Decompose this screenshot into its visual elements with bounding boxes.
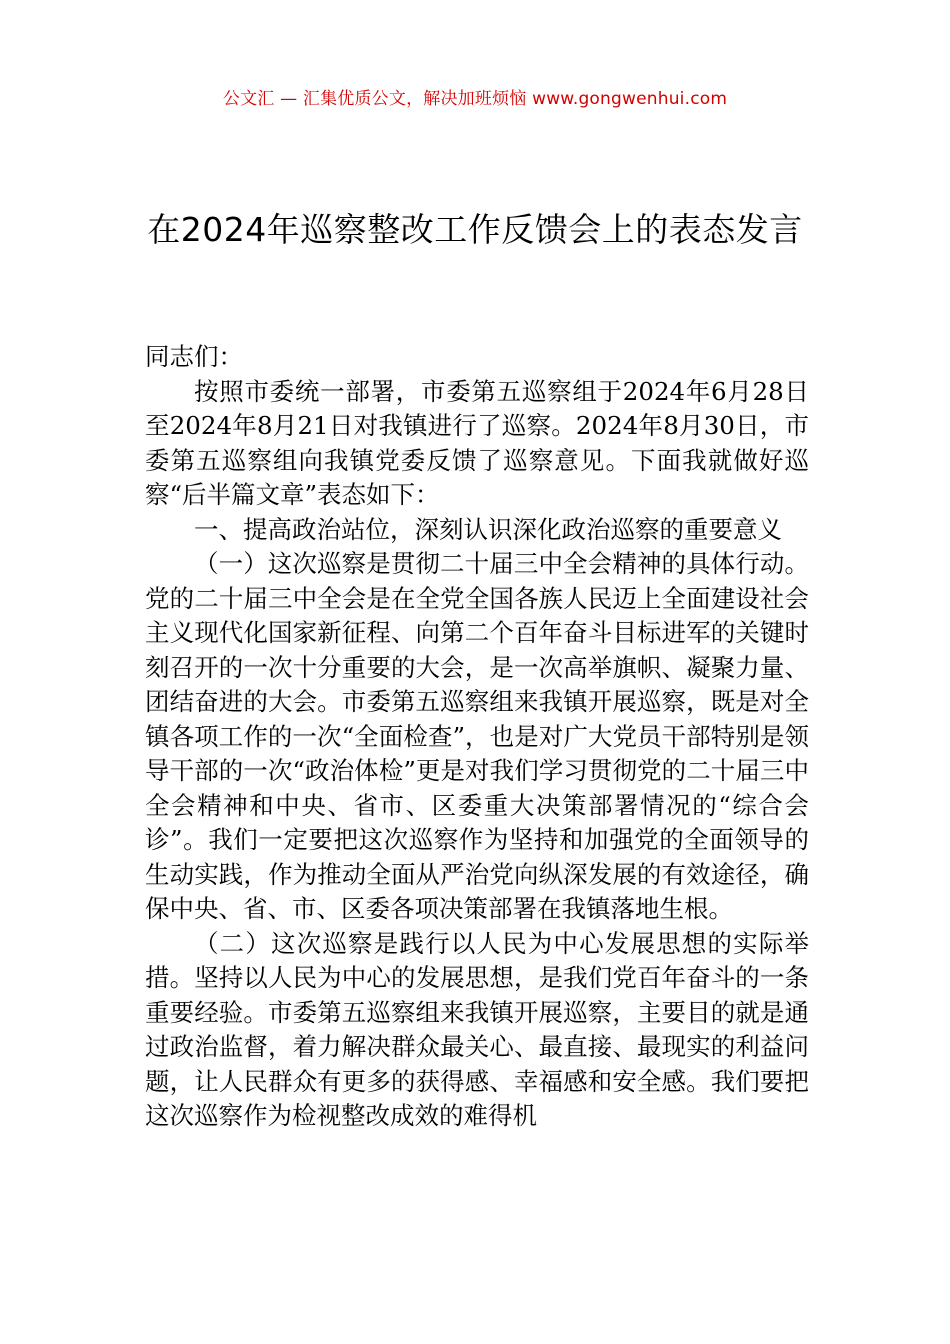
document-body xyxy=(145,340,809,1134)
section-heading-1: 一、提高政治站位，深刻认识深化政治巡察的重要意义 xyxy=(194,514,782,544)
salutation: 同志们： xyxy=(145,342,243,371)
paragraph-subsection-1: （一）这次巡察是贯彻二十届三中全会精神的具体行动。党的二十届三中全会是在全党全国各族人民迈上全面建设社会主义现代化国家新征程、向第二个百年奋斗目标进军的关键时刻召开的一次十分重要的大会，是一次高举旗帜、凝聚力量、团结奋进的大会。市委第五巡察组来我镇开展巡察，既是对全镇各项工作的一次“全面检查”，也是对广大党员干部特别是领导干部的一次“政治体检”更是对我们学习贯彻党的二十届三中全会精神和中央、省市、区委重大决策部署情况的“综合会诊”。我们一定要把这次巡察作为坚持和加强党的全面领导的生动实践，作为推动全面从严治党向纵深发展的有效途径，确保中央、省、市、区委各项决策部署在我镇落地生根。 xyxy=(145,549,809,923)
document-title: 在2024年巡察整改工作反馈会上的表态发言 xyxy=(147,210,803,250)
watermark-header: 公文汇 — 汇集优质公文，解决加班烦恼 www.gongwenhui.com xyxy=(222,89,728,109)
paragraph-intro: 按照市委统一部署，市委第五巡察组于2024年6月28日至2024年8月21日对我镇进行了巡察。2024年8月30日，市委第五巡察组向我镇党委反馈了巡察意见。下面我就做好巡察“后半篇文章”表态如下： xyxy=(145,376,809,509)
paragraph-subsection-2: （二）这次巡察是践行以人民为中心发展思想的实际举措。坚持以人民为中心的发展思想，是我们党百年奋斗的一条重要经验。市委第五巡察组来我镇开展巡察，主要目的就是通过政治监督，着力解决群众最关心、最直接、最现实的利益问题，让人民群众有更多的获得感、幸福感和安全感。我们要把这次巡察作为检视整改成效的难得机 xyxy=(145,928,809,1130)
